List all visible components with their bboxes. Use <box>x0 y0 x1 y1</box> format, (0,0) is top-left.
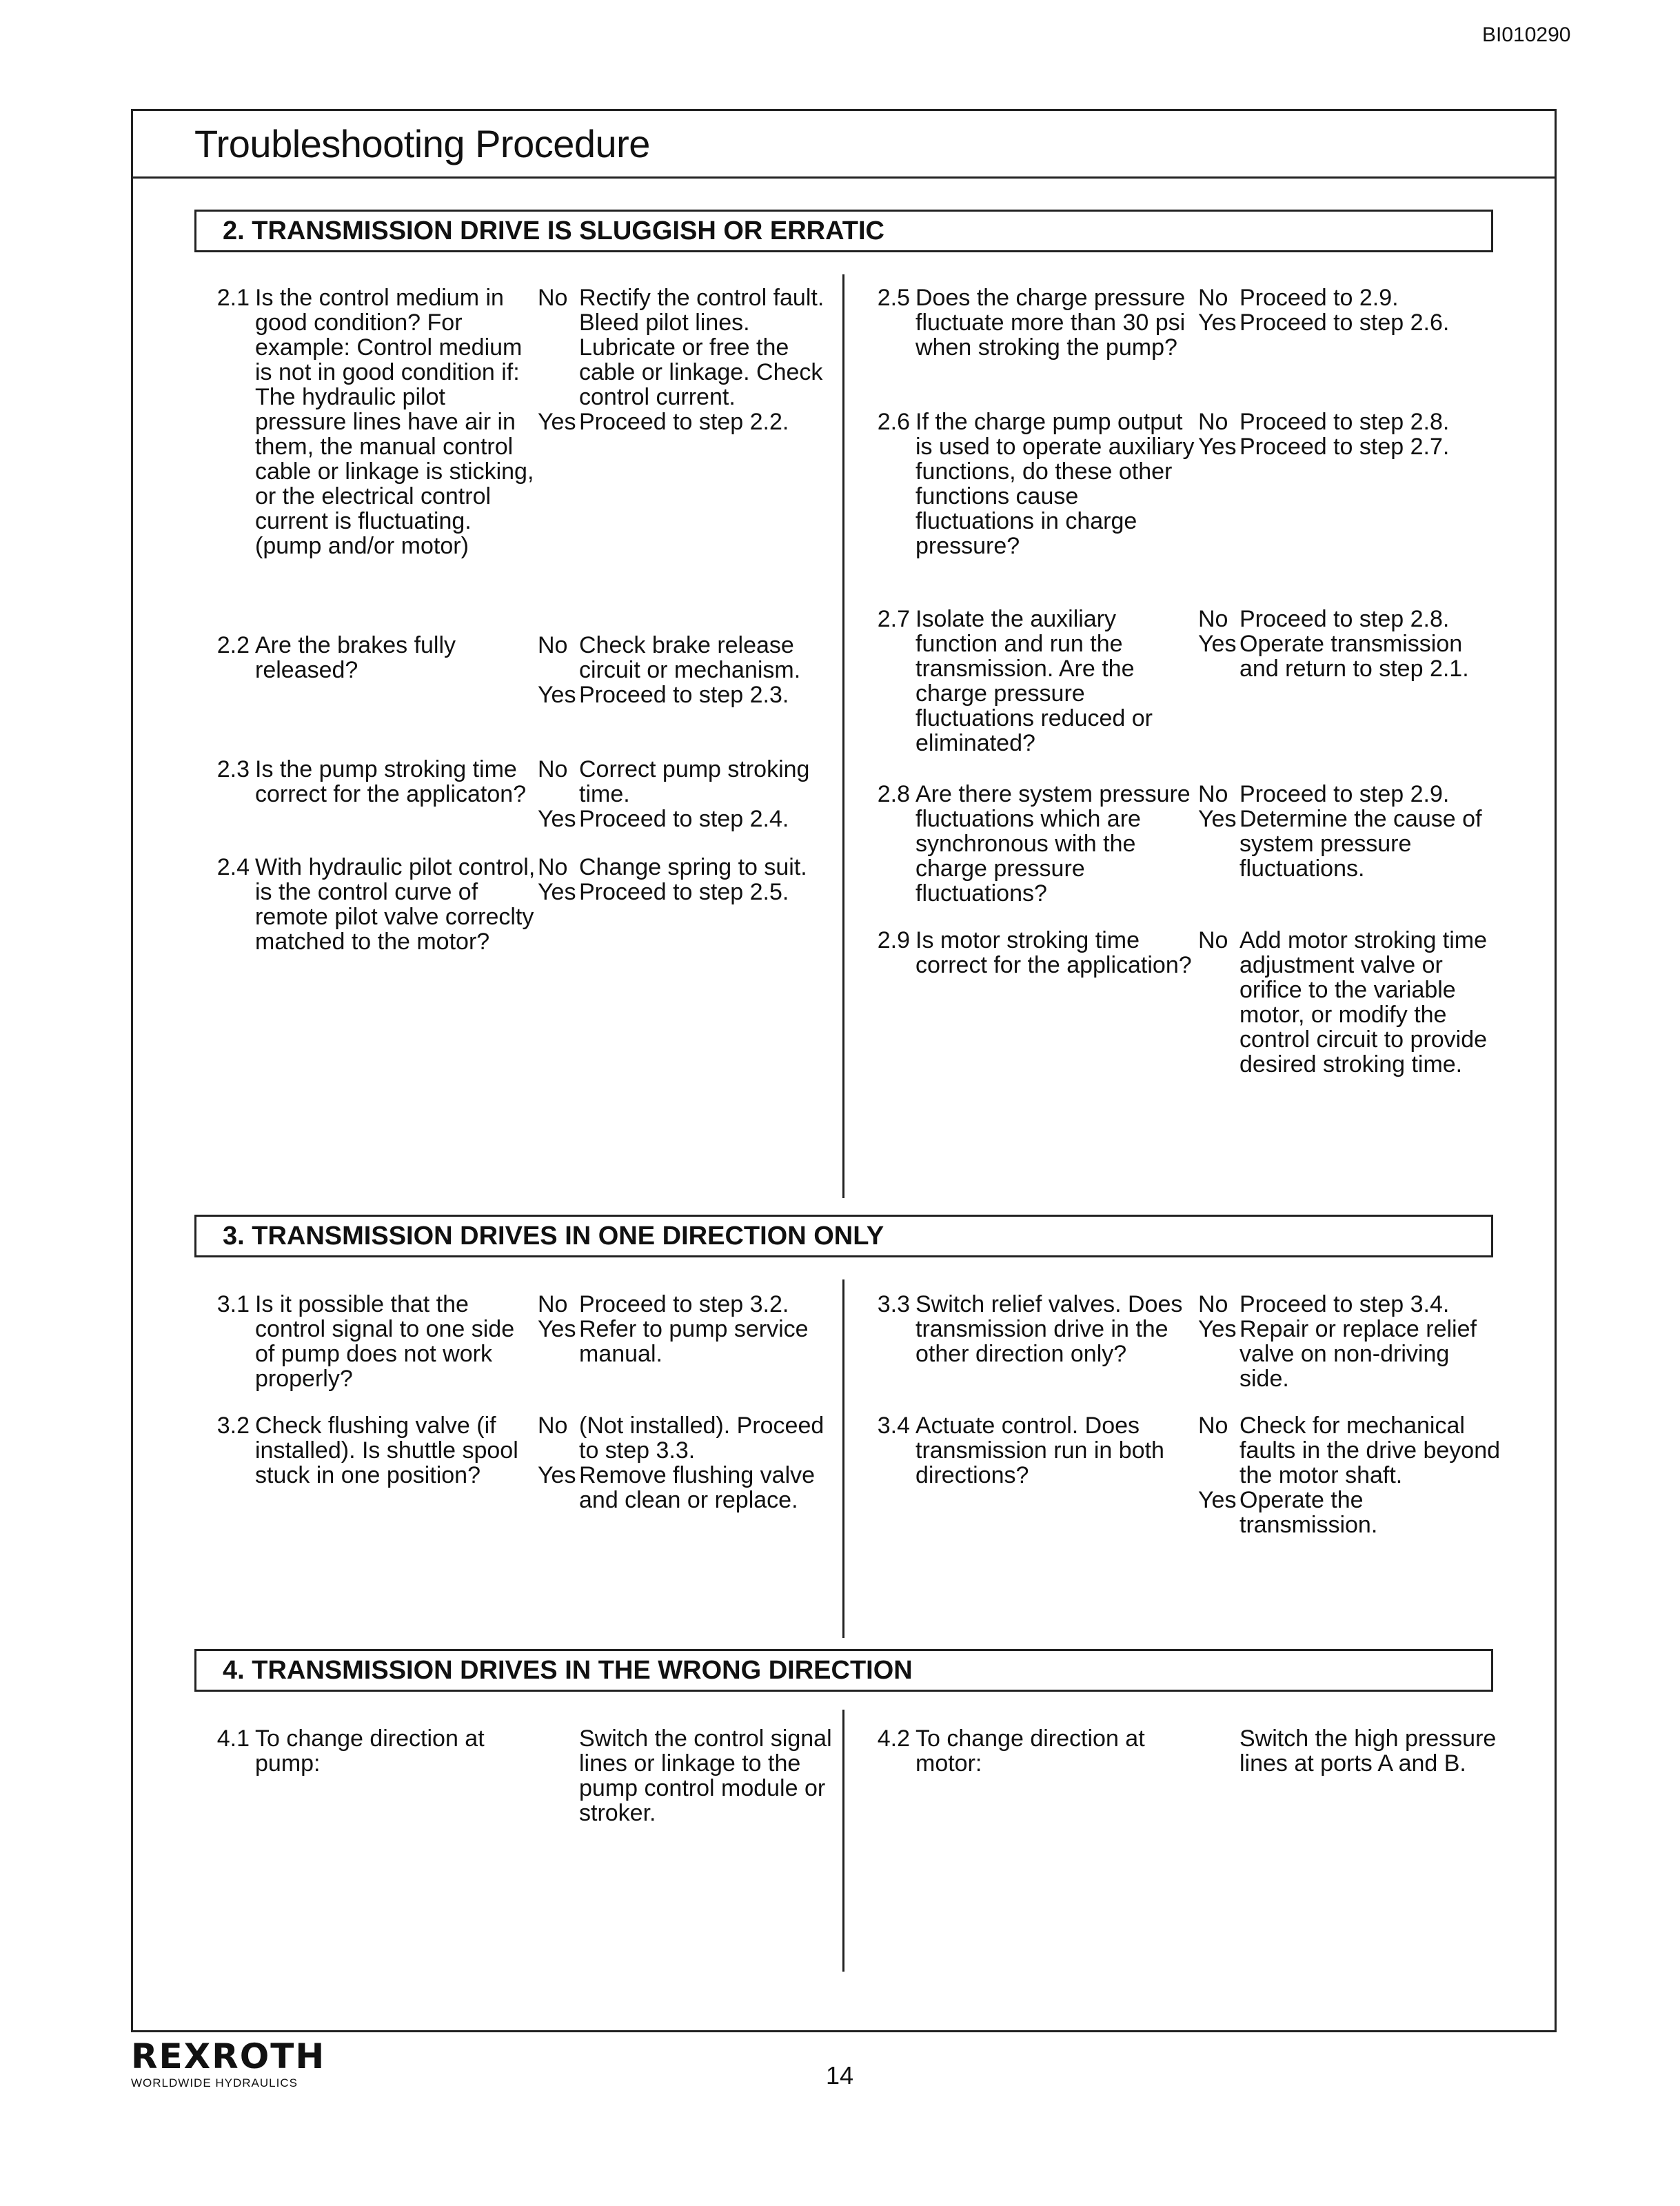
step-answers <box>1198 928 1501 1077</box>
page-title: Troubleshooting Procedure <box>194 122 650 165</box>
step-number: 2.8 <box>877 781 910 807</box>
answer-pair <box>1198 607 1501 631</box>
rexroth-logo: REXROTH <box>131 2036 326 2076</box>
answer-label: Yes <box>1198 310 1237 336</box>
step-question: To change direction at pump: <box>255 1726 485 1777</box>
answer-pair <box>538 1726 841 1825</box>
step-question: Is it possible that the control signal to one side of pump does not work properly? <box>255 1291 515 1392</box>
answer-pair <box>538 880 841 904</box>
answer-label: Yes <box>1198 1316 1237 1342</box>
step-number: 3.3 <box>877 1291 910 1317</box>
step-number: 2.1 <box>216 285 250 311</box>
step-2-3 <box>207 757 841 831</box>
step-answers <box>1198 607 1501 756</box>
answer-action: Change spring to suit. <box>579 854 807 880</box>
answer-label: No <box>1198 606 1228 632</box>
answer-pair <box>1198 1413 1501 1488</box>
answer-label: No <box>538 854 568 880</box>
answer-pair <box>538 285 841 409</box>
answer-action: Proceed to 2.9. <box>1239 285 1399 311</box>
column-divider <box>842 1279 844 1638</box>
answer-pair <box>538 855 841 880</box>
step-question: Switch relief valves. Does transmission drive in the other direction only? <box>915 1291 1183 1367</box>
answer-pair <box>1198 631 1501 681</box>
step-question: Actuate control. Does transmission run in both directions? <box>915 1413 1164 1488</box>
step-2-5 <box>867 285 1501 360</box>
step-number: 2.2 <box>216 632 250 658</box>
step-number: 2.3 <box>216 756 250 782</box>
step-2-7 <box>867 607 1501 756</box>
step-number: 2.4 <box>216 854 250 880</box>
answer-action: Add motor stroking time adjustment valve or orifice to the variable motor, or modify the control circuit to provide desired stroking time. <box>1239 927 1488 1077</box>
answer-pair <box>1198 1317 1501 1391</box>
step-answers <box>1198 782 1501 906</box>
step-answers <box>1198 285 1501 360</box>
answer-action: Correct pump stroking time. <box>579 756 810 807</box>
step-answers <box>538 855 841 954</box>
answer-label: No <box>538 285 568 311</box>
step-answers <box>1198 409 1501 558</box>
step-question: Are there system pressure fluctuations which are synchronous with the charge pressure fluctuations? <box>915 781 1191 907</box>
answer-label: No <box>1198 781 1228 807</box>
step-3-1 <box>207 1292 841 1391</box>
answer-pair <box>1198 782 1501 807</box>
step-question: Check flushing valve (if installed). Is shuttle spool stuck in one position? <box>255 1413 518 1488</box>
answer-label: No <box>538 632 568 658</box>
answer-pair <box>538 633 841 682</box>
step-4-2 <box>867 1726 1501 1776</box>
answer-action: Proceed to step 2.7. <box>1239 434 1450 460</box>
page-number: 14 <box>826 2061 854 2089</box>
answer-pair <box>538 682 841 707</box>
step-question: Is the control medium in good condition? For example: Control medium is not in good condition if: The hydraulic pilot pressure lines have air in them, the manual control cable or linkage is sticking, or the electrical control current is fluctuating. (pump and/or motor) <box>255 285 534 559</box>
answer-label: Yes <box>538 409 576 435</box>
answer-action: Proceed to step 2.4. <box>579 806 789 832</box>
answer-action: Operate transmission and return to step 2.1. <box>1239 631 1469 682</box>
section-4-heading: 4. TRANSMISSION DRIVES IN THE WRONG DIRECTION <box>194 1649 1493 1692</box>
answer-label: No <box>1198 409 1228 435</box>
step-question: Is the pump stroking time correct for the applicaton? <box>255 756 527 807</box>
step-question: If the charge pump output is used to operate auxiliary functions, do these other functions cause fluctuations in charge pressure? <box>915 409 1195 559</box>
answer-action: Switch the control signal lines or linkage to the pump control module or stroker. <box>579 1726 832 1826</box>
step-2-2 <box>207 633 841 707</box>
answer-label: Yes <box>1198 631 1237 657</box>
answer-action: Operate the transmission. <box>1239 1487 1378 1538</box>
step-number: 3.1 <box>216 1291 250 1317</box>
answer-label: No <box>538 1291 568 1317</box>
answer-label: No <box>538 1413 568 1439</box>
step-answers <box>1198 1413 1501 1537</box>
step-number: 2.7 <box>877 606 910 632</box>
answer-pair <box>1198 310 1501 335</box>
answer-pair <box>538 807 841 831</box>
step-2-1 <box>207 285 841 558</box>
step-answers <box>538 633 841 707</box>
answer-action: Proceed to step 2.3. <box>579 682 789 708</box>
step-answers <box>538 757 841 831</box>
answer-pair <box>1198 928 1501 1077</box>
answer-pair <box>1198 409 1501 434</box>
answer-pair <box>538 409 841 434</box>
step-answers <box>538 1413 841 1512</box>
step-2-4 <box>207 855 841 954</box>
answer-pair <box>538 1463 841 1512</box>
step-number: 4.2 <box>877 1726 910 1752</box>
step-question: To change direction at motor: <box>915 1726 1145 1777</box>
answer-pair <box>1198 434 1501 459</box>
column-divider <box>842 1710 844 1972</box>
answer-label: Yes <box>1198 1487 1237 1513</box>
step-3-4 <box>867 1413 1501 1537</box>
answer-label <box>538 1726 579 1825</box>
answer-label: No <box>1198 1291 1228 1317</box>
step-question: Are the brakes fully released? <box>255 632 456 683</box>
step-number: 3.4 <box>877 1413 910 1439</box>
brand-tagline: WORLDWIDE HYDRAULICS <box>131 2076 298 2089</box>
section-2-heading: 2. TRANSMISSION DRIVE IS SLUGGISH OR ERRATIC <box>194 210 1493 252</box>
answer-label: No <box>538 756 568 782</box>
step-2-9 <box>867 928 1501 1077</box>
answer-pair <box>1198 1488 1501 1537</box>
answer-label: Yes <box>538 682 576 708</box>
step-2-8 <box>867 782 1501 906</box>
step-number: 3.2 <box>216 1413 250 1439</box>
step-answers <box>538 1726 841 1825</box>
step-number: 2.5 <box>877 285 910 311</box>
answer-pair <box>538 757 841 807</box>
answer-label: No <box>1198 285 1228 311</box>
answer-action: Proceed to step 2.8. <box>1239 409 1450 435</box>
answer-label: Yes <box>538 879 576 905</box>
answer-action: Determine the cause of system pressure fluctuations. <box>1239 806 1482 882</box>
answer-action: Proceed to step 3.2. <box>579 1291 789 1317</box>
step-number: 2.9 <box>877 927 910 953</box>
answer-action: Repair or replace relief valve on non-driving side. <box>1239 1316 1477 1392</box>
answer-action: Proceed to step 2.2. <box>579 409 789 435</box>
answer-action: Proceed to step 2.8. <box>1239 606 1450 632</box>
answer-action: Check for mechanical faults in the drive beyond the motor shaft. <box>1239 1413 1501 1488</box>
answer-pair <box>1198 285 1501 310</box>
step-number: 2.6 <box>877 409 910 435</box>
step-3-2 <box>207 1413 841 1512</box>
answer-action: Proceed to step 2.5. <box>579 879 789 905</box>
answer-action: Proceed to step 2.9. <box>1239 781 1450 807</box>
answer-action: Check brake release circuit or mechanism. <box>579 632 801 683</box>
answer-label: No <box>1198 927 1228 953</box>
answer-action: Proceed to step 3.4. <box>1239 1291 1450 1317</box>
answer-pair <box>538 1292 841 1317</box>
step-2-6 <box>867 409 1501 558</box>
title-divider <box>131 176 1557 179</box>
answer-pair <box>538 1317 841 1366</box>
answer-pair <box>1198 1726 1501 1776</box>
answer-label: Yes <box>538 806 576 832</box>
step-answers <box>1198 1292 1501 1391</box>
answer-label <box>1198 1726 1239 1776</box>
answer-label: Yes <box>538 1462 576 1488</box>
step-question: Isolate the auxiliary function and run the transmission. Are the charge pressure fluctuations reduced or eliminated? <box>915 606 1153 756</box>
answer-pair <box>1198 807 1501 881</box>
step-answers <box>1198 1726 1501 1776</box>
step-answers <box>538 1292 841 1391</box>
answer-action: (Not installed). Proceed to step 3.3. <box>579 1413 824 1464</box>
answer-action: Switch the high pressure lines at ports A and B. <box>1239 1726 1497 1777</box>
answer-label: Yes <box>1198 806 1237 832</box>
answer-pair <box>538 1413 841 1463</box>
step-question: Is motor stroking time correct for the application? <box>915 927 1192 978</box>
answer-action: Remove flushing valve and clean or replace. <box>579 1462 816 1513</box>
answer-pair <box>1198 1292 1501 1317</box>
step-answers <box>538 285 841 558</box>
step-4-1 <box>207 1726 841 1825</box>
step-3-3 <box>867 1292 1501 1391</box>
step-question: Does the charge pressure fluctuate more than 30 psi when stroking the pump? <box>915 285 1186 361</box>
section-3-heading: 3. TRANSMISSION DRIVES IN ONE DIRECTION ONLY <box>194 1215 1493 1257</box>
answer-label: Yes <box>1198 434 1237 460</box>
step-number: 4.1 <box>216 1726 250 1752</box>
answer-label: Yes <box>538 1316 576 1342</box>
column-divider <box>842 274 844 1198</box>
document-id: BI010290 <box>1482 23 1571 46</box>
answer-action: Proceed to step 2.6. <box>1239 310 1450 336</box>
answer-action: Refer to pump service manual. <box>579 1316 809 1367</box>
step-question: With hydraulic pilot control, is the control curve of remote pilot valve correclty matched to the motor? <box>255 854 536 955</box>
answer-action: Rectify the control fault. Bleed pilot lines. Lubricate or free the cable or linkage. Check control current. <box>579 285 824 410</box>
answer-label: No <box>1198 1413 1228 1439</box>
